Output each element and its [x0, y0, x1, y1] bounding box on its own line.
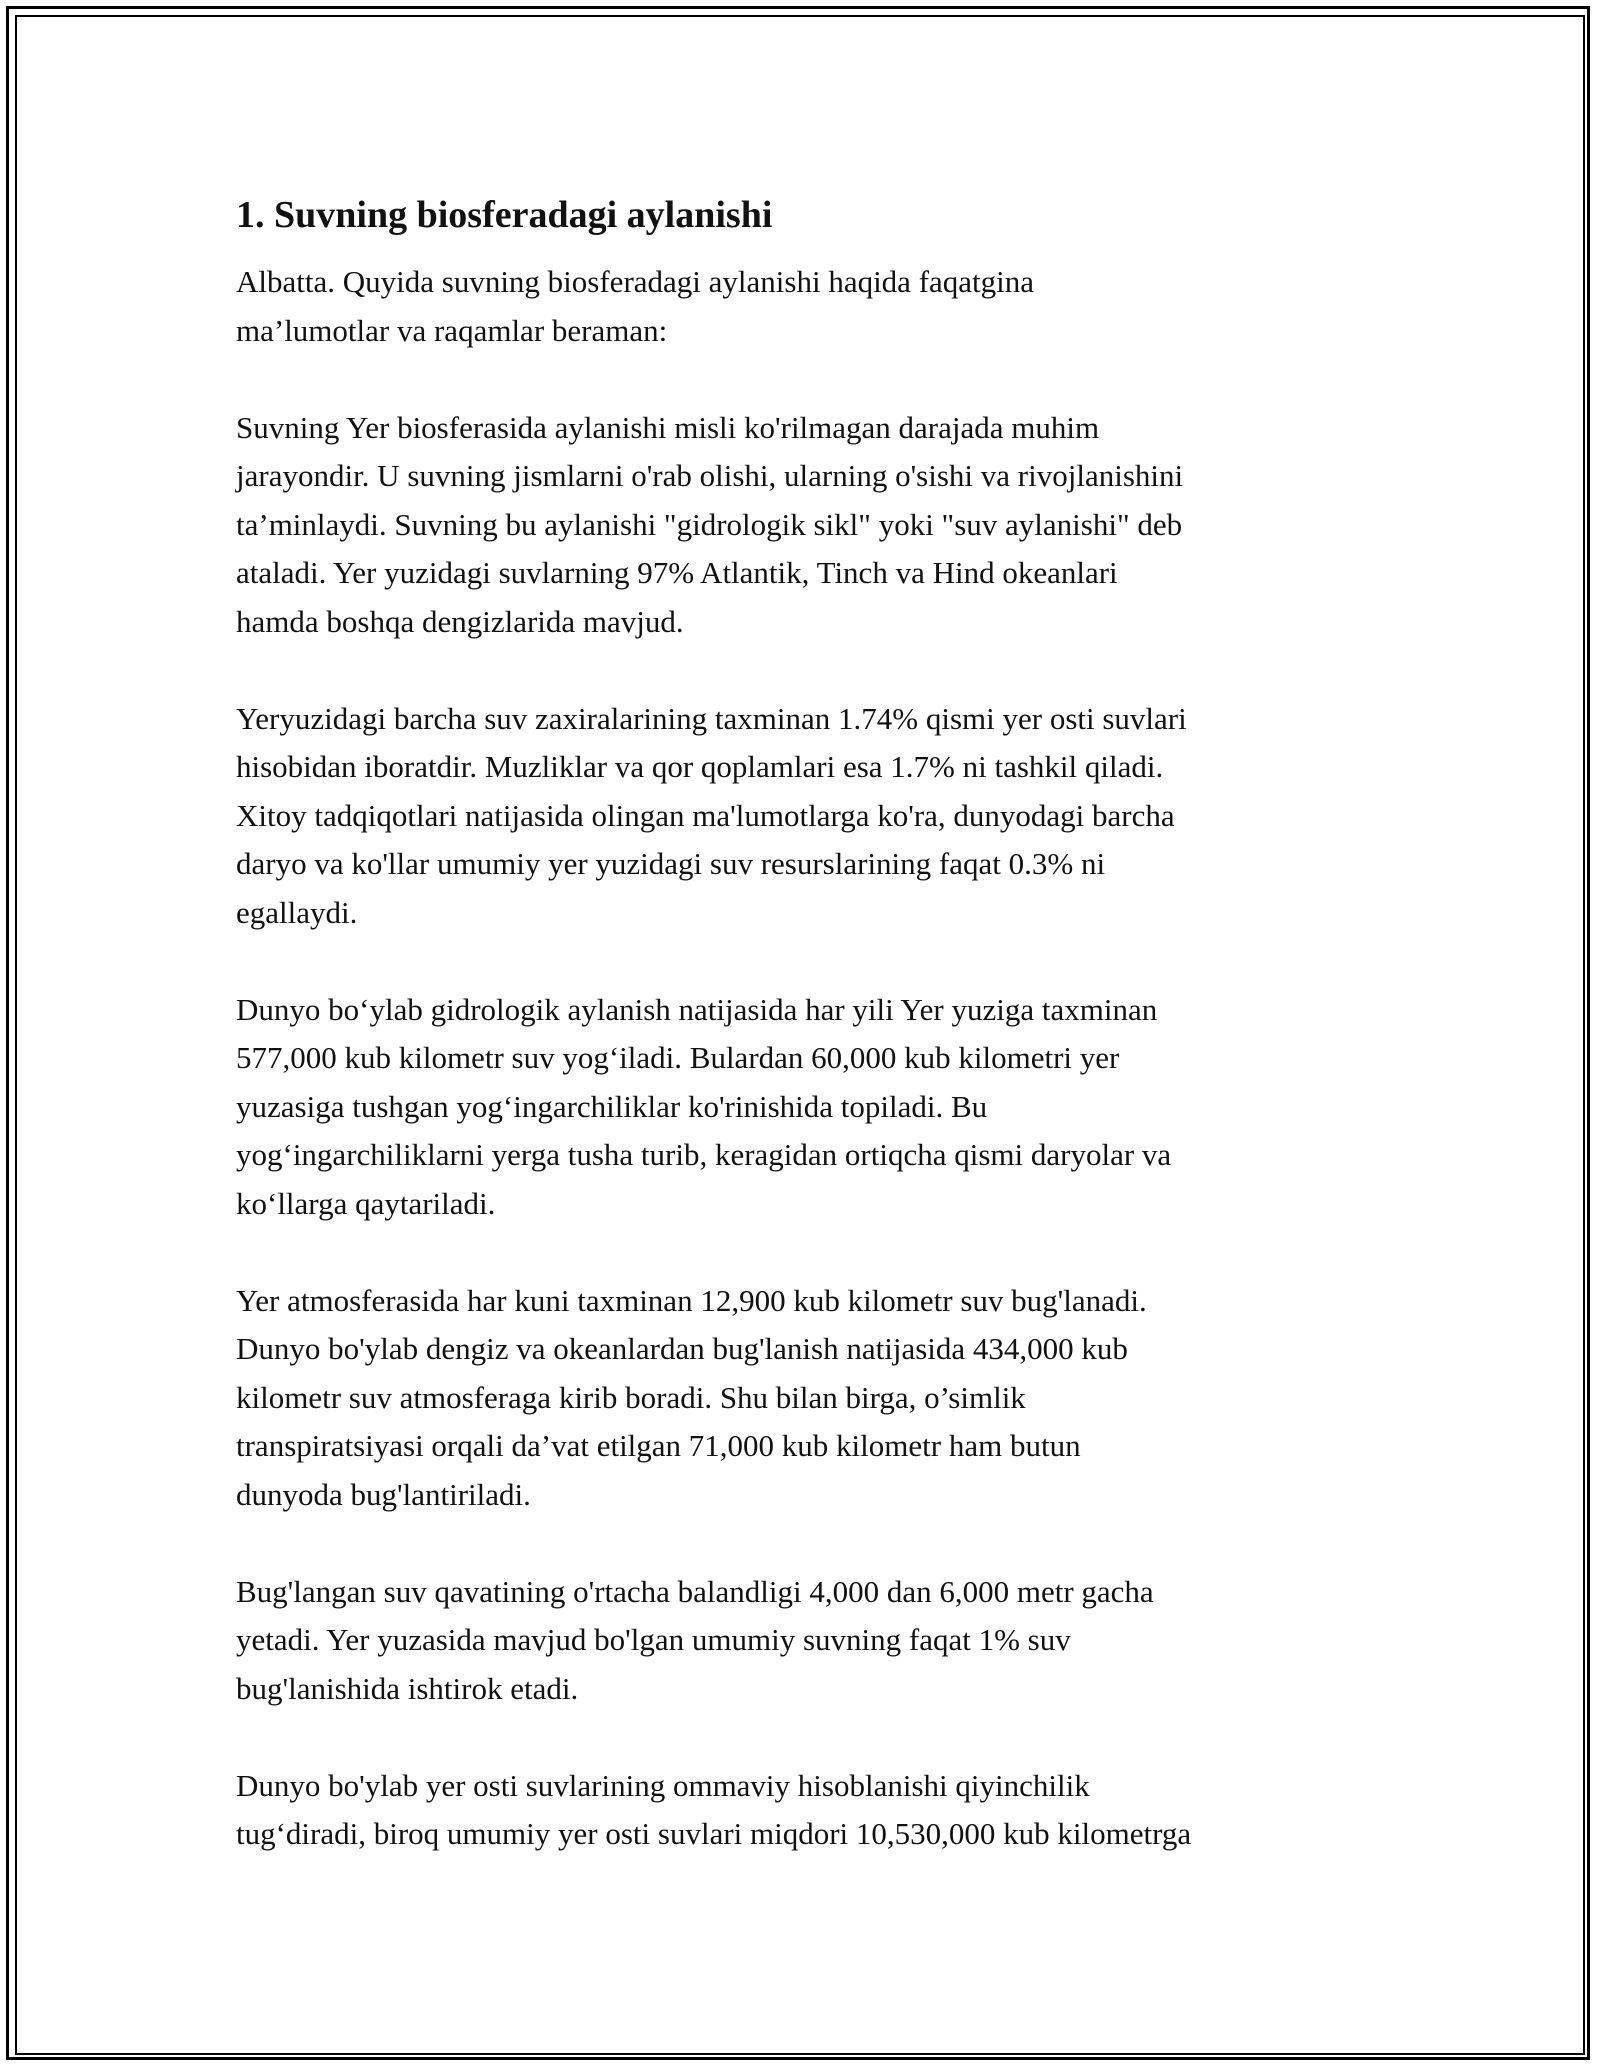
text-line: Xitoy tadqiqotlari natijasida olingan ma'lumotlarga ko'ra, dunyodagi barcha — [236, 797, 1175, 833]
paragraph-water-cycle — [236, 404, 1386, 647]
text-line: yuzasiga tushgan yog‘ingarchiliklar ko'rinishida topiladi. Bu — [236, 1088, 988, 1124]
paragraph-reserves — [236, 695, 1386, 938]
text-line: Albatta. Quyida suvning biosferadagi aylanishi haqida faqatgina — [236, 264, 1035, 299]
text-line: kilometr suv atmosferaga kirib boradi. Shu bilan birga, o’simlik — [236, 1379, 1026, 1415]
text-line: Dunyo bo'ylab dengiz va okeanlardan bug'lanish natijasida 434,000 kub — [236, 1331, 1128, 1366]
text-line: Bug'langan suv qavatining o'rtacha balandligi 4,000 dan 6,000 metr gacha — [236, 1573, 1154, 1609]
text-line: 577,000 kub kilometr suv yog‘iladi. Bulardan 60,000 kub kilometri yer — [236, 1040, 1120, 1075]
text-line: hisobidan iboratdir. Muzliklar va qor qoplamlari esa 1.7% ni tashkil qiladi. — [236, 749, 1164, 784]
text-line: ta’minlaydi. Suvning bu aylanishi "gidrologik sikl" yoki "suv aylanishi" deb — [236, 506, 1183, 542]
text-line: ma’lumotlar va raqamlar beraman: — [236, 312, 668, 348]
text-line: egallaydi. — [236, 894, 358, 930]
paragraph-precipitation — [236, 986, 1386, 1229]
text-line: jarayondir. U suvning jismlarni o'rab olishi, ularning o'sishi va rivojlanishini — [236, 458, 1184, 493]
text-line: ko‘llarga qaytariladi. — [236, 1185, 496, 1221]
text-line: tug‘diradi, biroq umumiy yer osti suvlari miqdori 10,530,000 kub kilometrga — [236, 1816, 1192, 1851]
text-line: transpiratsiyasi orqali da’vat etilgan 71,000 kub kilometr ham butun — [236, 1428, 1081, 1463]
text-line: daryo va ko'llar umumiy yer yuzidagi suv resurslarining faqat 0.3% ni — [236, 846, 1106, 881]
section-heading: 1. Suvning biosferadagi aylanishi — [236, 194, 773, 236]
text-line: ataladi. Yer yuzidagi suvlarning 97% Atlantik, Tinch va Hind okeanlari — [236, 555, 1118, 590]
text-line: hamda boshqa dengizlarida mavjud. — [236, 603, 684, 639]
paragraph-evaporation — [236, 1277, 1386, 1520]
text-line: bug'lanishida ishtirok etadi. — [236, 1670, 579, 1706]
text-line: Yeryuzidagi barcha suv zaxiralarining taxminan 1.74% qismi yer osti suvlari — [236, 700, 1187, 736]
paragraph-intro — [236, 258, 1386, 355]
paragraph-groundwater — [236, 1762, 1386, 1859]
text-line: yog‘ingarchiliklarni yerga tusha turib, keragidan ortiqcha qismi daryolar va — [236, 1137, 1172, 1172]
text-line: yetadi. Yer yuzasida mavjud bo'lgan umumiy suvning faqat 1% suv — [236, 1622, 1071, 1657]
text-line: Dunyo bo'ylab yer osti suvlarining ommaviy hisoblanishi qiyinchilik — [236, 1767, 1090, 1803]
paragraph-vapor-layer — [236, 1568, 1386, 1714]
text-line: Dunyo bo‘ylab gidrologik aylanish natijasida har yili Yer yuziga taxminan — [236, 991, 1158, 1027]
text-line: Yer atmosferasida har kuni taxminan 12,900 kub kilometr suv bug'lanadi. — [236, 1282, 1147, 1318]
text-line: Suvning Yer biosferasida aylanishi misli ko'rilmagan darajada muhim — [236, 409, 1100, 445]
text-line: dunyoda bug'lantiriladi. — [236, 1476, 531, 1512]
document-body — [236, 184, 1386, 1907]
